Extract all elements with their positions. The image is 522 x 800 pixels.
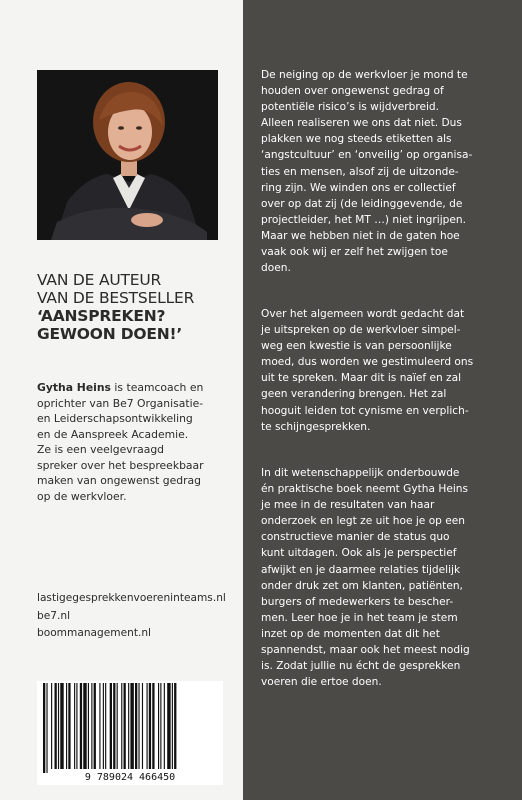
heading-line-4: GEWOON DOEN!’ [37, 325, 183, 343]
website-links [37, 590, 242, 643]
bio-line: maken van ongewenst gedrag [37, 474, 202, 487]
barcode-bar [91, 683, 92, 769]
blurb-line: men. Leer hoe je in het team je stem [261, 611, 458, 624]
blurb-line: is. Zodat jullie nu écht de gesprekken [261, 660, 461, 673]
blurb-line: kunt uitdagen. Ook als je perspectief [261, 547, 457, 560]
barcode-bar [83, 683, 86, 769]
barcode-bar [158, 683, 159, 769]
blurb-paragraph-2 [261, 306, 511, 435]
blurb-line: hooguit leiden tot cynisme en verplich- [261, 404, 469, 417]
barcode-bar [172, 683, 173, 769]
barcode-bar [74, 683, 75, 769]
blurb-line: De neiging op de werkvloer je mond te [261, 69, 468, 81]
barcode-bar [110, 683, 112, 769]
barcode-bar [152, 683, 154, 769]
barcode-bar [174, 683, 176, 769]
blurb-line: projectleider, het MT …) niet ingrijpen. [261, 213, 466, 226]
heading-line-2: VAN DE BESTSELLER [37, 289, 195, 307]
barcode-bar [80, 683, 82, 769]
blurb-line: vaak ook wij er zelf het zwijgen toe [261, 246, 448, 259]
blurb-line: constructieve manier de status quo [261, 531, 450, 544]
author-name: Gytha Heins [37, 381, 111, 394]
barcode-bar [147, 683, 148, 769]
barcode-bar [135, 683, 137, 769]
author-photo [37, 70, 218, 240]
blurb-line: ties en mensen, alsof zij de uitzonde- [261, 165, 459, 178]
blurb-line: ‘angstcultuur’ en ‘onveilig’ op organisa- [261, 149, 473, 162]
barcode-bar [76, 683, 77, 769]
barcode-bars [37, 681, 223, 773]
barcode-bar [117, 683, 118, 769]
blurb-line: Alleen realiseren we ons dat niet. Dus [261, 117, 462, 130]
author-portrait-image [37, 70, 218, 240]
blurb-line: over op dat zij (de leidinggevende, de [261, 197, 463, 210]
barcode-bar [99, 683, 100, 769]
barcode-bar [46, 683, 47, 773]
blurb-line: je uitspreken op de werkvloer simpel- [261, 324, 461, 337]
barcode-bar [142, 683, 143, 769]
barcode-bar [149, 683, 151, 769]
isbn-number: 9 789024 466450 [84, 772, 176, 783]
barcode-bar [121, 683, 122, 769]
bio-line: Gytha Heins is teamcoach en [37, 381, 204, 394]
barcode-bar [138, 683, 139, 769]
bio-line: oprichter van Be7 Organisatie- [37, 396, 204, 410]
bio-line: spreker over het bespreekbaar [37, 458, 204, 472]
barcode-bar [128, 683, 129, 769]
blurb-line: Maar we hebben niet in de gaten hoe [261, 229, 460, 242]
blurb-line: geen verandering brengen. Het zal [261, 388, 447, 401]
barcode-bar [94, 683, 96, 769]
left-panel [0, 0, 243, 800]
heading-line-3: ‘AANSPREKEN? [37, 307, 166, 325]
blurb-paragraph-3 [261, 465, 511, 690]
blurb-line: burgers of medewerkers te bescher- [261, 595, 454, 608]
blurb-line: voeren die ertoe doen. [261, 676, 382, 689]
barcode-bar [58, 683, 59, 769]
blurb-line: Over het algemeen wordt gedacht dat [261, 308, 465, 320]
website-link: boommanagement.nl [37, 627, 151, 639]
blurb-line: doen. [261, 262, 291, 275]
blurb-line: In dit wetenschappelijk onderbouwde [261, 467, 460, 479]
blurb-line: plakken we nog steeds etiketten als [261, 133, 452, 146]
blurb-line: spannendst, maar ook het meest nodig [261, 644, 470, 657]
author-bio [37, 380, 237, 504]
barcode-bar [124, 683, 126, 769]
isbn-barcode [37, 681, 223, 785]
bio-line: op de werkvloer. [37, 489, 127, 503]
barcode-bar [66, 683, 67, 769]
barcode-bar [68, 683, 70, 769]
blurb-line: afwijkt en je daarmee relaties tijdelijk [261, 563, 461, 576]
barcode-bar [88, 683, 89, 769]
blurb-line: én praktische boek neemt Gytha Heins [261, 483, 469, 496]
barcode-bar [43, 683, 45, 773]
bio-line: en de Aanspreek Academie. [37, 427, 189, 441]
heading-line-1: VAN DE AUTEUR [37, 271, 162, 289]
blurb-line: te schijngesprekken. [261, 420, 371, 433]
blurb-line: onder druk zet om klanten, patiënten, [261, 579, 463, 592]
book-heading [37, 271, 237, 343]
blurb-line: potentiële risico’s is wijdverbreid. [261, 101, 440, 114]
blurb-line: weg een kwestie is van persoonlijke [261, 340, 452, 353]
barcode-bar [55, 683, 57, 769]
blurb-line: ring zijn. We winden ons er collectief [261, 181, 456, 194]
website-link: lastigegesprekkenvoereninteams.nl [37, 592, 226, 604]
bio-line: Ze is een veelgevraagd [37, 443, 165, 456]
barcode-bar [130, 683, 133, 769]
barcode-bar [103, 683, 104, 769]
barcode-bar [113, 683, 115, 769]
bio-line: en Leiderschapsontwikkeling [37, 412, 193, 425]
barcode-bar [51, 683, 52, 769]
blurb-line: houden over ongewenst gedrag of [261, 85, 444, 98]
barcode-bar [60, 683, 63, 769]
blurb-line: onderzoek en legt ze uit hoe je op een [261, 515, 466, 528]
blurb-line: inzet op de momenten dat dit het [261, 627, 440, 640]
barcode-bar [105, 683, 106, 769]
blurb-paragraph-1 [261, 67, 511, 276]
blurb-line: uit te spreken. Maar dit is naïef en zal [261, 372, 462, 385]
barcode-bar [164, 683, 165, 769]
barcode-bar [160, 683, 161, 769]
barcode-bar [167, 683, 170, 769]
blurb-line: je mee in de resultaten van haar [261, 499, 435, 512]
blurb-line: moed, dus worden we gestimuleerd ons [261, 356, 474, 369]
website-link: be7.nl [37, 609, 71, 622]
